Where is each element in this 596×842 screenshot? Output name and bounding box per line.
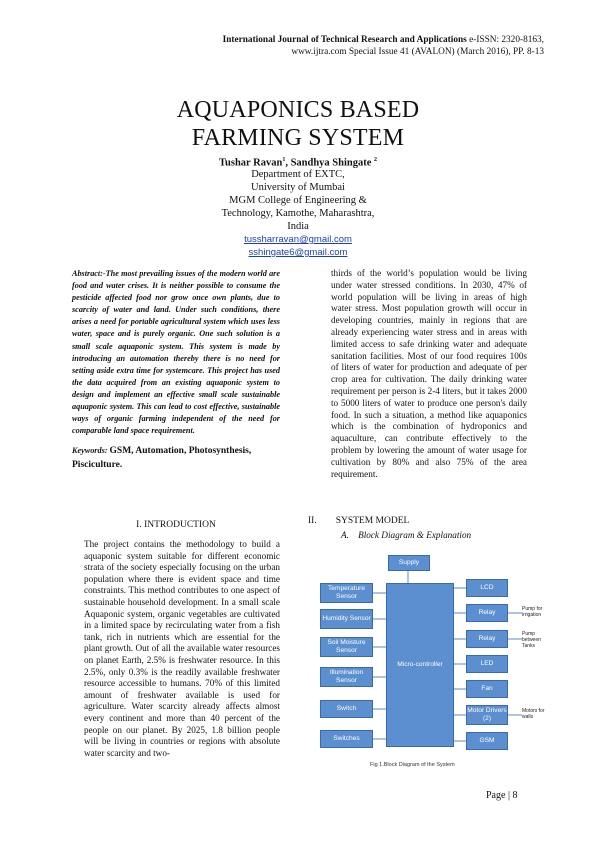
switch-block: Switch bbox=[320, 700, 373, 718]
keywords bbox=[72, 444, 280, 472]
block-diagram bbox=[308, 553, 548, 773]
subsection-heading: A. Block Diagram & Explanation bbox=[341, 530, 472, 540]
affiliation-line: MGM College of Engineering & bbox=[229, 195, 367, 206]
microcontroller-block: Micro-controller bbox=[386, 583, 454, 747]
affiliation-line: India bbox=[287, 221, 309, 232]
lcd-block: LCD bbox=[466, 579, 508, 597]
affiliation bbox=[178, 168, 418, 233]
relay-block-1: Relay bbox=[466, 604, 508, 622]
journal-issue: www.ijtra.com Special Issue 41 (AVALON) (March 2016), PP. 8-13 bbox=[291, 47, 544, 57]
pump-tanks-note: Pump between Tanks bbox=[522, 631, 541, 649]
title-line-2: FARMING SYSTEM bbox=[191, 125, 405, 151]
affiliation-line: Technology, Kamothe, Maharashtra, bbox=[221, 208, 375, 219]
introduction-paragraph: The project contains the methodology to build a aquaponic system suitable for different economic strata of the society especially focusing on the urban population where there is evident space and time constraints. This method contributes to one aspect of sustainable household development. In a small scale Aquaponic system, organic vegetables are cultivated in a limited space by recirculating water from a fish tank, rich in nutrients which are essential for the plant growth. Out of all the available water resources on planet Earth, 2.5% is freshwater resource. In this 2.5%, only 0.3% is the readily available freshwater resource accessible to humans. 70% of this limited amount of freshwater available is used for agriculture. Water scarcity already affects almost every continent and more than 40 percent of the people on our planet. By 2025, 1.8 billion people will be living in countries or regions with absolute water scarcity and two- bbox=[84, 539, 280, 758]
page-number: Page | 8 bbox=[486, 790, 518, 801]
author-1-sup: 1 bbox=[282, 157, 286, 163]
email-link-1[interactable]: tussharravan@gmail.com bbox=[244, 234, 352, 245]
soil-moisture-sensor-block: Soil Moisture Sensor bbox=[320, 637, 373, 657]
motor-drivers-block: Motor Drivers (2) bbox=[466, 705, 508, 725]
relay-block-2: Relay bbox=[466, 630, 508, 648]
section-heading-introduction: I. INTRODUCTION bbox=[136, 520, 216, 530]
keywords-terms: GSM, Automation, Photosynthesis, Pisciculture. bbox=[72, 446, 252, 470]
author-2-sup: 2 bbox=[374, 157, 378, 163]
humidity-sensor-block: Humidity Sensor bbox=[320, 609, 373, 629]
author-separator: , bbox=[285, 157, 291, 169]
motors-walls-note: Motors for walls bbox=[522, 708, 545, 720]
illumination-sensor-block: Illumination Sensor bbox=[320, 667, 373, 687]
affiliation-line: Department of EXTC, bbox=[251, 169, 345, 180]
paper-title bbox=[0, 96, 596, 152]
switches-block: Switches bbox=[320, 730, 373, 748]
fan-block: Fan bbox=[466, 680, 508, 698]
author-1: Tushar Ravan bbox=[218, 157, 283, 169]
keywords-label: Keywords: bbox=[72, 446, 108, 455]
section-heading-system-model: II. SYSTEM MODEL bbox=[308, 516, 410, 526]
journal-name: International Journal of Technical Research and Applications bbox=[222, 35, 467, 45]
figure-caption: Fig 1.Block Diagram of the System bbox=[370, 762, 455, 768]
pump-irrigation-note: Pump for irrigation bbox=[522, 606, 543, 618]
supply-block: Supply bbox=[388, 555, 430, 571]
title-line-1: AQUAPONICS BASED bbox=[176, 97, 420, 123]
abstract: Abstract:-The most prevailing issues of the modern world are food and water crises. It is neither possible to consume the pesticide affected food nor grow once own plants, due to scarcity of water and land. Under such conditions, there arises a need for portable agricultural system which uses less water, space and is purely organic. One such solution is a small scale aquaponic system. This system is made by introducing an automation thereby there is no need for setting aside extra time for systemcare. This project has used the data acquired from an existing aquaponic system to design and implement an effective small scale sustainable aquaponic system. This can lead to cost effective, sustainable ways of organic farming independent of the need for comparable land space requirement. bbox=[72, 269, 280, 436]
journal-issn: e-ISSN: 2320-8163, bbox=[469, 35, 544, 45]
author-2: Sandhya Shingate bbox=[290, 157, 372, 169]
email-link-2[interactable]: sshingate6@gmail.com bbox=[248, 247, 348, 258]
led-block: LED bbox=[466, 655, 508, 673]
temperature-sensor-block: Temperature Sensor bbox=[320, 583, 373, 603]
body-paragraph-col2: thirds of the world’s population would be living under water stressed conditions. In 2030, 47% of world population will be living in areas of high water stress. Most population growth will occur in developing countries, mainly in regions that are already experiencing water stress and in areas with limited access to safe drinking water and adequate sanitation facilities. Most of our food requires 100s of liters of water for production and adequate of per crop area for cultivation. The daily drinking water requirement per person is 2-4 liters, but it takes 2000 to 5000 liters of water to produce one person's daily food. In such a situation, a method like aquaponics which is the combination of hydroponics and aquaculture, can contribute effectively to the problem by lowering the amount of water usage for cultivation by 80% and also 75% of the area requirement. bbox=[331, 268, 527, 479]
gsm-block: GSM bbox=[466, 732, 508, 750]
affiliation-line: University of Mumbai bbox=[251, 182, 345, 193]
journal-header bbox=[124, 34, 544, 58]
